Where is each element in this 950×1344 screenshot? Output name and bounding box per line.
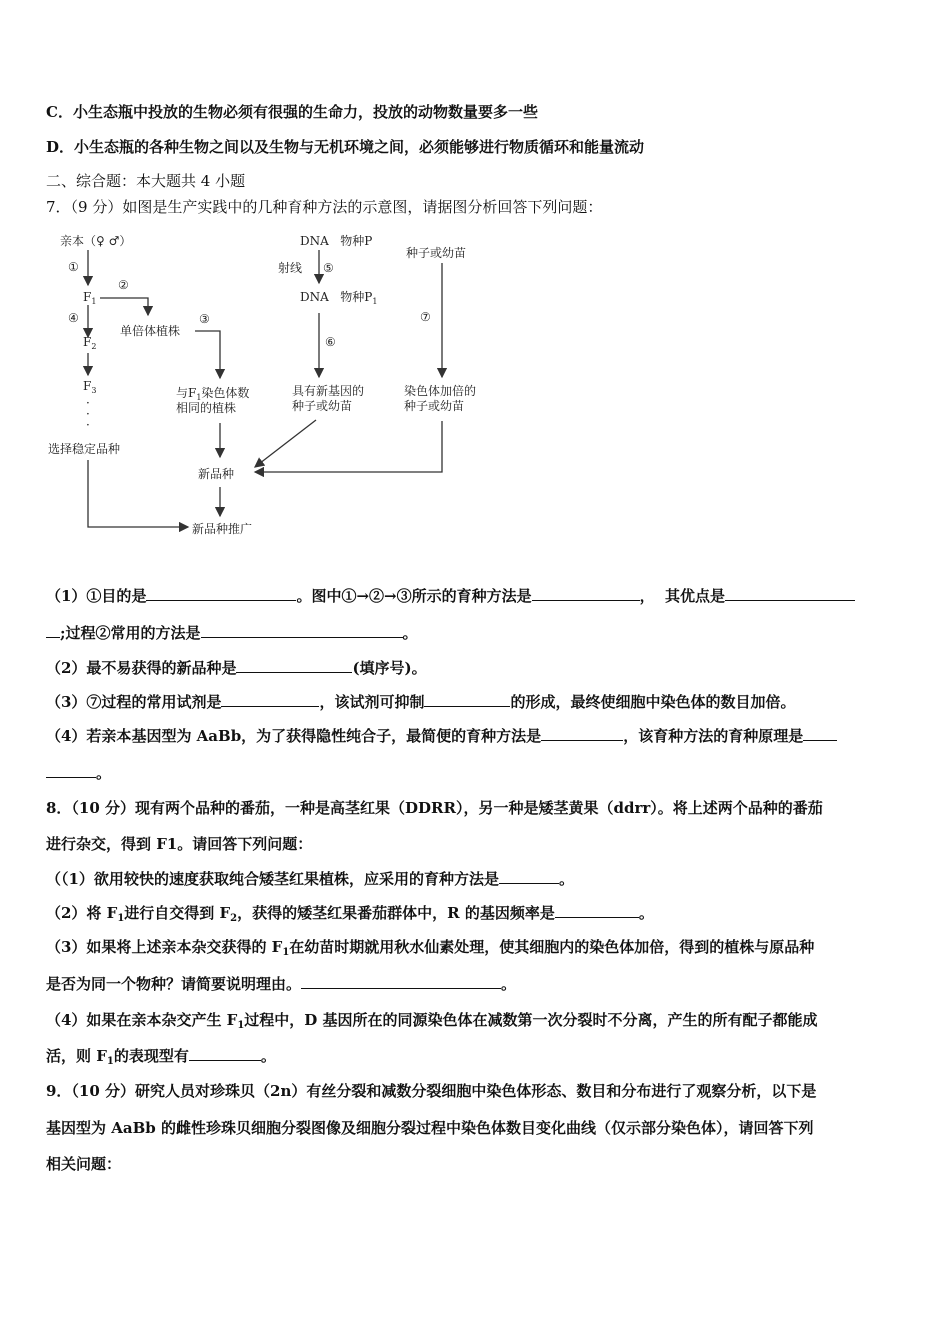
same-b: 染色体数: [201, 386, 250, 400]
f3-sub: 3: [91, 386, 97, 395]
same-sub: 1: [196, 393, 202, 402]
dna-species-p1: [300, 289, 377, 306]
same-a: 与F: [176, 386, 197, 400]
q7-p1-line2: ;过程②常用的方法是 。: [46, 623, 418, 643]
f1-sub: 1: [91, 297, 97, 306]
q8-p2: （2）将 $F_1$进行自交得到 $F_2$，获得的矮茎红果番茄群体中，R 的基因频率是 。: [46, 904, 654, 924]
f2-sub: 2: [91, 342, 97, 351]
q8-p4-line2: 活，则 $F_1$的表现型有 。: [46, 1047, 276, 1067]
q9-line-1: 9．（10 分）研究人员对珍珠贝（2n）有丝分裂和减数分裂细胞中染色体形态、数目和分布进行了观察分析，以下是: [46, 1082, 817, 1100]
new-gene-seed-1: 具有新基因的: [292, 384, 365, 398]
step-3-label: ③: [199, 312, 210, 326]
ellipsis-dot: ·: [86, 418, 90, 432]
q8-stem-2: 进行杂交，得到 F1。请回答下列问题：: [46, 835, 313, 853]
ellipsis-dot: ·: [86, 407, 90, 421]
step-2-label: ②: [118, 278, 129, 292]
same-chromosome-plant: [176, 385, 249, 402]
new-gene-seed-2: 种子或幼苗: [292, 399, 353, 413]
select-stable-variety: 选择稳定品种: [48, 442, 121, 456]
ellipsis-dot: ·: [86, 396, 90, 410]
q8-p3-line2: 是否为同一个物种？请简要说明理由。 。: [46, 975, 517, 993]
q7-p2: （2）最不易获得的新品种是 (填序号)。: [46, 659, 427, 677]
doubled-seed-2: 种子或幼苗: [404, 399, 465, 413]
q7-stem: 7．（9 分）如图是生产实践中的几种育种方法的示意图，请据图分析回答下列问题：: [46, 198, 603, 216]
f1-label: [83, 290, 96, 306]
section-title: 二、综合题：本大题共 4 小题: [46, 172, 246, 190]
step-5-label: ⑤: [323, 261, 334, 275]
breeding-diagram: [40, 225, 520, 550]
q7-p3: （3）⑦过程的常用试剂是 ，该试剂可抑制 的形成，最终使细胞中染色体的数目加倍。: [46, 693, 796, 711]
step-1-label: ①: [68, 260, 79, 274]
f3-label: [83, 379, 96, 395]
q8-stem-1: 8．（10 分）现有两个品种的番茄，一种是高茎红果（DDRR），另一种是矮茎黄果（ddrr）。将上述两个品种的番茄: [46, 799, 823, 817]
q7-p4-line2: 。: [46, 763, 111, 783]
q7-p1-line1: （1）①目的是 。图中①→②→③所示的育种方法是 ， 其优点是: [46, 586, 855, 606]
dna-species-p: DNA 物种P: [300, 234, 373, 248]
f2-label: [83, 335, 96, 351]
dna-p1-text: DNA 物种P: [300, 290, 373, 304]
diagram-parent: 亲本（♀ ♂）: [60, 234, 132, 248]
q9-line-3: 相关问题：: [46, 1155, 122, 1173]
step-7-label: ⑦: [420, 310, 431, 324]
doubled-seed-1: 染色体加倍的: [404, 384, 477, 398]
step-4-label: ④: [68, 311, 79, 325]
f2-letter: F: [83, 335, 92, 349]
same-chromosome-plant-2: 相同的植株: [176, 401, 237, 415]
option-c: C．小生态瓶中投放的生物必须有很强的生命力，投放的动物数量要多一些: [46, 103, 538, 121]
q8-p4-line1: （4）如果在亲本杂交产生 $F_1$过程中，D 基因所在的同源染色体在减数第一次分裂时不分离，产生的所有配子都能成: [46, 1011, 818, 1031]
q7-p4-line1: （4）若亲本基因型为 AaBb，为了获得隐性纯合子，最简便的育种方法是 ，该育种方法的育种原理是: [46, 726, 837, 746]
new-variety-promotion: 新品种推广: [192, 522, 253, 536]
f1-letter: F: [83, 290, 92, 304]
dna-p1-sub: 1: [372, 297, 378, 306]
f3-letter: F: [83, 379, 92, 393]
q9-line-2: 基因型为 AaBb 的雌性珍珠贝细胞分裂图像及细胞分裂过程中染色体数目变化曲线（仅示部分染色体），请回答下列: [46, 1119, 814, 1137]
new-variety: 新品种: [198, 467, 235, 481]
haploid-plant: 单倍体植株: [120, 324, 181, 338]
seed-or-seedling: 种子或幼苗: [406, 246, 467, 260]
step-6-label: ⑥: [325, 335, 336, 349]
ray-label: 射线: [278, 261, 303, 275]
option-d: D．小生态瓶的各种生物之间以及生物与无机环境之间，必须能够进行物质循环和能量流动: [46, 138, 645, 156]
q8-p3-line1: （3）如果将上述亲本杂交获得的 $F_1$在幼苗时期就用秋水仙素处理，使其细胞内的染色体加倍，得到的植株与原品种: [46, 938, 815, 958]
q8-p1: （（1）欲用较快的速度获取纯合矮茎红果植株，应采用的育种方法是 。: [46, 870, 574, 888]
